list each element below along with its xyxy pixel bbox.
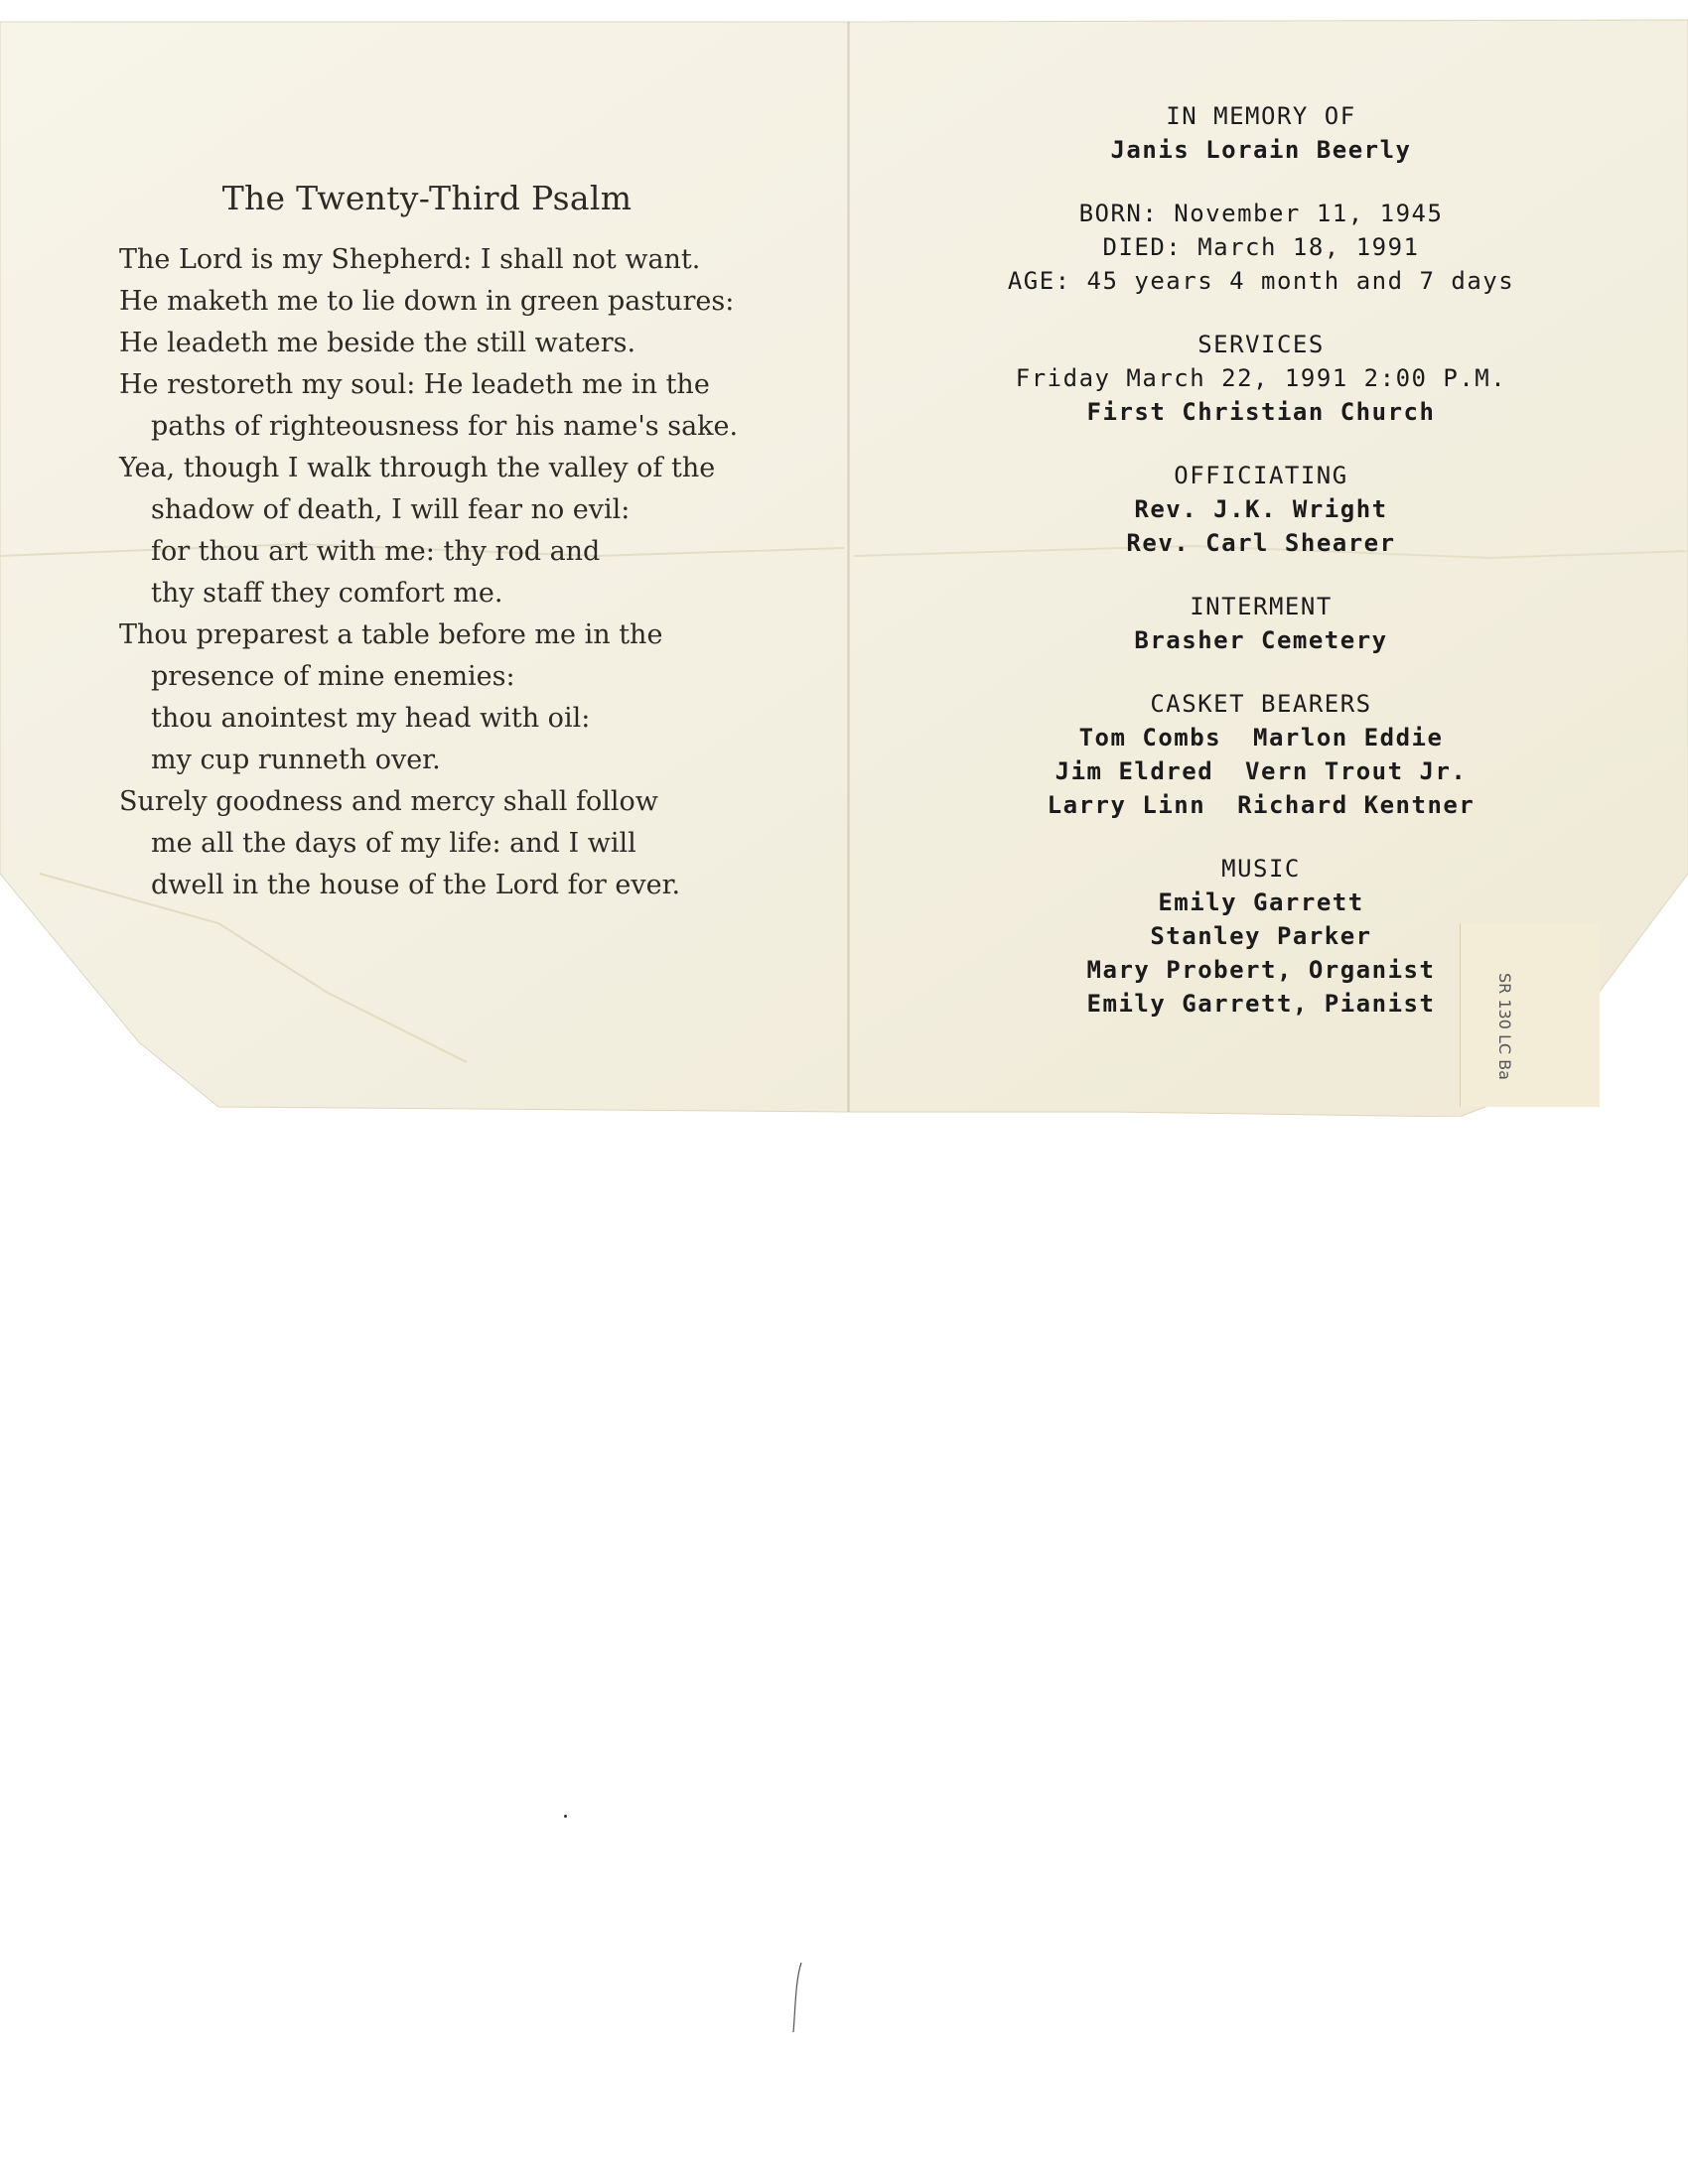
age-line: AGE: 45 years 4 month and 7 days [1007, 267, 1515, 295]
music-line-4: Emily Garrett, Pianist [1086, 990, 1436, 1018]
bearers-row-1: Tom Combs Marlon Eddie [1078, 724, 1444, 751]
interment-place: Brasher Cemetery [1134, 626, 1388, 654]
interment-section [943, 590, 1579, 657]
psalm-line: paths of righteousness for his name's sake. [151, 411, 739, 442]
psalm-line: He maketh me to lie down in green pastures: [119, 286, 735, 317]
psalm-line: Thou preparest a table before me in the [119, 619, 663, 650]
services-heading: SERVICES [1197, 331, 1325, 358]
psalm-text [119, 239, 755, 906]
dates-section [943, 197, 1579, 298]
in-memory-section [943, 99, 1579, 167]
interment-heading: INTERMENT [1190, 593, 1333, 620]
bearers-row-2: Jim Eldred Vern Trout Jr. [1055, 757, 1468, 785]
music-line-1: Emily Garrett [1158, 888, 1364, 916]
music-line-3: Mary Probert, Organist [1086, 956, 1436, 984]
dust-speck [564, 1815, 567, 1818]
memorial-panel [943, 99, 1579, 1050]
services-datetime: Friday March 22, 1991 2:00 P.M. [1015, 364, 1507, 392]
psalm-line: dwell in the house of the Lord for ever. [151, 870, 681, 900]
casket-bearers-section [943, 687, 1579, 822]
deceased-name: Janis Lorain Beerly [1110, 136, 1412, 164]
psalm-line: He leadeth me beside the still waters. [119, 328, 636, 358]
officiating-heading: OFFICIATING [1174, 462, 1348, 489]
psalm-line: He restoreth my soul: He leadeth me in the [119, 369, 710, 400]
services-section [943, 328, 1579, 429]
psalm-line: Yea, though I walk through the valley of the [119, 453, 716, 483]
center-fold [847, 22, 850, 1112]
officiant-1: Rev. J.K. Wright [1134, 495, 1388, 523]
psalm-line: Surely goodness and mercy shall follow [119, 786, 658, 817]
psalm-line: thy staff they comfort me. [151, 578, 503, 609]
psalm-line: thou anointest my head with oil: [151, 703, 591, 734]
casket-bearers-heading: CASKET BEARERS [1150, 690, 1372, 718]
music-heading: MUSIC [1221, 855, 1301, 883]
services-place: First Christian Church [1086, 398, 1436, 426]
in-memory-heading: IN MEMORY OF [1166, 102, 1356, 130]
music-section [943, 852, 1579, 1021]
died-line: DIED: March 18, 1991 [1102, 233, 1420, 261]
psalm-line: for thou art with me: thy rod and [151, 536, 601, 567]
psalm-line: my cup runneth over. [151, 745, 441, 775]
psalm-title: The Twenty-Third Psalm [221, 179, 633, 217]
psalm-line: shadow of death, I will fear no evil: [151, 494, 631, 525]
psalm-line: The Lord is my Shepherd: I shall not want. [119, 244, 701, 275]
music-line-2: Stanley Parker [1150, 922, 1372, 950]
officiating-section [943, 459, 1579, 560]
psalm-line: me all the days of my life: and I will [151, 828, 636, 859]
stray-mark [789, 1961, 809, 2035]
born-line: BORN: November 11, 1945 [1078, 200, 1444, 227]
psalm-line: presence of mine enemies: [151, 661, 515, 692]
sticker-code: SR 130 LC Ba [1495, 973, 1514, 1080]
officiant-2: Rev. Carl Shearer [1126, 529, 1396, 557]
bearers-row-3: Larry Linn Richard Kentner [1047, 791, 1476, 819]
psalm-panel [119, 179, 755, 906]
